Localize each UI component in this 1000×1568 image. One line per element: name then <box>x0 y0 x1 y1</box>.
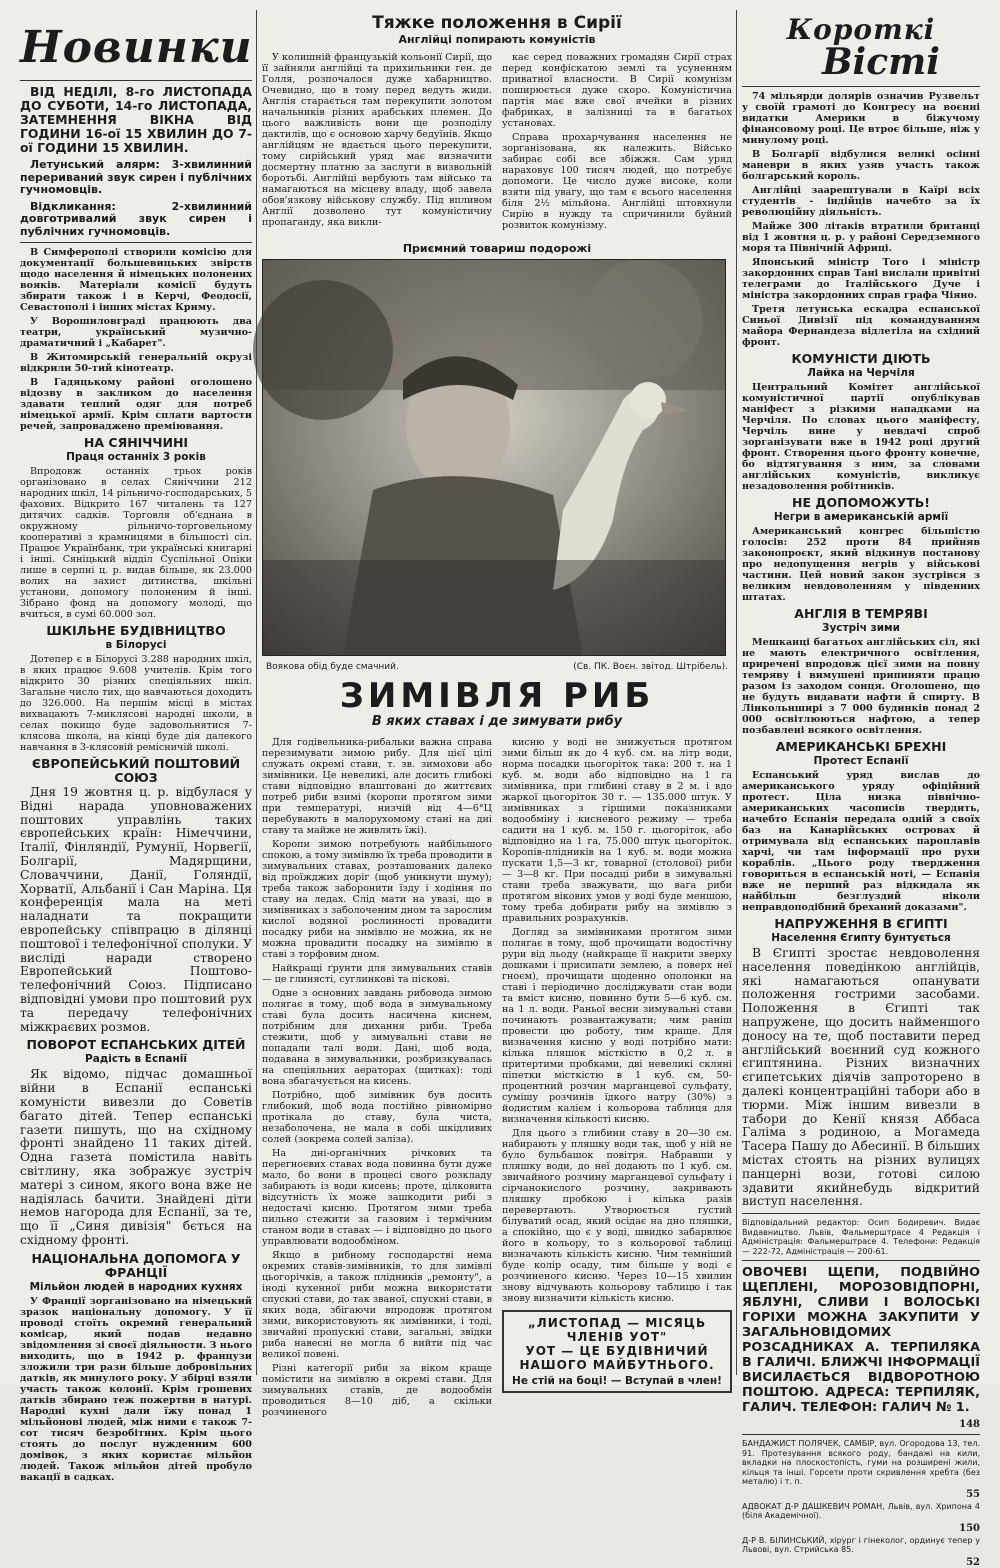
news-item: В Гадяцькому районі оголошено відозву в закликом до населення здавати теплий одяг для потреб німецької армії. Крім сплати вартости речей, запроваджено преміювання. <box>20 377 252 432</box>
article-text: Різні категорії риби за віком краще помістити на зимівлю в окремі стави. Для зимувальних ставів, де водообмін проводиться 8—10 діб, а скільки розчиненого <box>262 1363 492 1418</box>
imprint: Відповідальний редактор: Осип Бодиревич. Видає Видавництво. Львів, Фальмерштрасе 4 Редакція і Адміністрація: Фальмерштрасе 4. Телефони: Редакція — 222-72, Адміністрація — 200-61. <box>742 1218 980 1256</box>
article-text: Центральний Комітет англійської комуністичної партії опублікував маніфест з різкими нападками на Черчіля. По словах цього маніфесту, Черчіль вине у невдачі спроб зорганізувати вже в 1942 році другий фронт. Створення цього фронту конечне, бо відтягування з ним, за словами англійських комуністів, викликує незадоволення робітників. <box>742 382 980 492</box>
subheadline: Лайка на Черчіля <box>807 367 915 379</box>
article-text: кає серед поважних громадян Сирії страх перед конфіскатою землі та усуненням приватної власности. В Сирії комунізм поширюється дуже скоро. Комуністична партія має вже свої ячейки в різних фабриках, в залізниці та в багатьох установах. <box>502 52 732 129</box>
advertisement-dashkevych: АДВОКАТ Д-Р ДАШКЕВИЧ РОМАН, Львів, вул. Хрипона 4 (біля Академічної). <box>742 1501 980 1521</box>
headline: ПОВОРОТ ЕСПАНСЬКИХ ДІТЕЙ <box>26 1037 246 1053</box>
news-item: Англійці заарештували в Каїрі всіх студентів - індійців начебто за їх революційну діяльність. <box>742 185 980 218</box>
promo-line: УОТ — ЦЕ БУДІВНИЧИЙ <box>525 1344 709 1358</box>
news-item: Японський міністр Того і міністр закордонних справ Тані вислали привітні телеграми до Італійського Дуче і міністра закордонних справ графа Чіяно. <box>742 257 980 301</box>
divider <box>742 86 980 87</box>
news-item: В Болгарії відбулися великі осінні маневри в яких узяв участь також болгарський король. <box>742 149 980 182</box>
news-item: Третя летунська ескадра еспанської Синьої Дивізії під командуванням майора Фернандеза відлетіла на східний фронт. <box>742 304 980 348</box>
headline-syria: Тяжке положення в Сирії <box>372 13 622 33</box>
news-item: У Ворошиловграді працюють два театри, український музично-драматичний і „Кабарет". <box>20 316 252 349</box>
article-text: Еспанський уряд вислав до американського уряду офіційний протест. Ціла низка північно-американських часописів твердить, начебто Еспанія передала одній з своїх баз на Канарійських островах й отримувала від еспанських пароплавів харчі, чи там інформації про рухи кораблів. „Цього роду твердження говориться в еспанській ноті, — Еспанія вже не перший раз відкидала як найбільш безглуздий ніколи неправдоподібний бреханий доказами". <box>742 770 980 913</box>
column-rule <box>736 10 737 1375</box>
headline: НА СЯНІЧЧИНІ <box>83 435 189 450</box>
subheadline: Зустріч зими <box>822 622 900 634</box>
article-text: Для цього з глибини ставу в 20—30 см. набирають у пляшку води так, щоб у ній не було бульбашок повітря. Набравши у пляшку води, до неї додають по 1 куб. см. звичайного розчину марганцевої сульфату і сірчанокислого розчину, закривають пляшку пробкою і кілька разів перевертають. Утворюється густий білуватий осад, який осідає на дно пляшки, а спокійно, що є у воді, швидко забарвлює його в кольору, то з кольорової таблиці визначають кількість кисню. Чим темніший буде колір осаду, тим більше у воді є розчиненого кисню. Через 10—15 хвилин знову відчувають кольорову таблицю і так знову визначити кількість кисню. <box>502 1128 732 1304</box>
article-text: Потрібно, щоб зимівник був досить глибокий, щоб вода постійно рівномірно протікала до ставу, була чиста, незаболочена, не мала в собі шкідливих солей (зокрема солей заліза). <box>262 1090 492 1145</box>
article-text: В Єгипті зростає невдоволення населення поведінкою англійців, які намагаються опанувати положення гострими засобами. Положення в Єгипті так напружене, що досить найменшого доносу на те, щоб поставити перед англійський воєнний суд кожного єгиптянина. Різних визначних єгипетських діячів запроторено в далекі концентраційні табори або в тюрми. Між іншим вивезли в табори до Кенії князя Аббаса Галіма з родиною, а Могамеда Тасера Пашу до Абесинії. В більших містах стоять на різних вулицях панцерні вози, готові силою здавити якийнебудь відкритий виступ населення. <box>742 946 980 1209</box>
all-clear-notice: Відкликання: 2-хвилинний довготривалий звук сирен і публічних гучномовців. <box>20 199 252 238</box>
news-item: В Житомирській генеральній окрузі відкрили 50-тий кінотеатр. <box>20 352 252 374</box>
subheadline: В яких ставах і де зимувати рибу <box>371 714 623 729</box>
promo-line: Не стій на боці! — Вступай в член! <box>512 1375 722 1387</box>
article-text: Коропи зимою потребують найбільшого спокою, а тому зимівлю їх треба проводити в зимувальних ставах, розташованих далеко від проїжджих доріг (щоб уникнути шуму); треба також заборонити їзду і ходіння по ставу на ледах. Слід мати на увазі, що в зимівниках з заболоченим дном та зарослим кислої водяної рослинності провадити посадку риби на зимівлю не можна, як не можна провадити посадку на зимівлю в ставі з торфовим дном. <box>262 839 492 960</box>
article-text: У колишній французькій кольонії Сирії, що її зайняли англійці та прихильники ген. де Голля, розпочалося дуже хабарництво. Очевидно, що в тому перед ведуть жиди. Англія старається там перекупити золотом начальників різних арабських племен. До цього важливість вони ще розподілу дактилів, що є основою харчу бедуїнів. Якщо англійцям не вдається цього перекупити, тому сирійський уряд має визначити досмертну платню за заслуги в визвольній боротьбі. Англійці вербують там військо та намагаються на місцеву владу, щоб завела обов'язкову військову службу. Під впливом Англії дозволено тут комуністичну пропаганду, яка викли- <box>262 52 492 228</box>
article-text: Найкращі ґрунти для зимувальних ставів — це глинясті, суглинкові та піскові. <box>262 963 492 985</box>
ad-number: 55 <box>966 1488 980 1500</box>
headline: АМЕРИКАНСЬКІ БРЕХНІ <box>775 739 947 754</box>
article-text: Американський конгрес більшістю голосів: 252 проти 84 прийняв законопроєкт, який відкинув постанову про недопущення негрів у військові частини. Цей новий закон зустрівся з великим невдоволенням у південних штатах. <box>742 526 980 603</box>
advertisement-bilynskyi: Д-Р В. БІЛИНСЬКИЙ, хірург і гінеколог, ординує тепер у Львові, вул. Стрийська 85. <box>742 1535 980 1555</box>
ad-number: 148 <box>959 1419 980 1431</box>
blackout-notice: ВІД НЕДІЛІ, 8-го ЛИСТОПАДА ДО СУБОТИ, 14-го ЛИСТОПАДА, ЗАТЕМНЕННЯ ВІКНА ВІД ГОДИНИ 16-ої 15 ХВИЛИН ДО 7-ої ГОДИНИ 15 ХВИЛИН. <box>20 84 252 155</box>
subheadline: Негри в американській армії <box>773 511 949 523</box>
divider <box>742 1213 980 1214</box>
divider <box>742 1434 980 1435</box>
news-item: 74 мільярди долярів означив Рузвельт у своїй грамоті до Конгресу на воєнні видатки Америки в біжучому фінансовому році. Це втроє більше, ніж у минулому році. <box>742 91 980 146</box>
advertisement-terpyliak: ОВОЧЕВІ ЩЕПИ, ПОДВІЙНО ЩЕПЛЕНІ, МОРОЗОВІДПОРНІ, ЯБЛУНІ, СЛИВИ І ВОЛОСЬКІ ГОРІХИ МОЖНА ЗАКУПИТИ У ЗАГАЛЬНОВІДОМИХ РОЗСАДНИКАХ А. ТЕРПИЛЯКА В ГАЛИЧІ. БЛИЖЧІ ІНФОРМАЦІЇ ВИСИЛАЄТЬСЯ ВІДВОРОТНОЮ ПОШТОЮ. АДРЕСА: ТЕРПИЛЯК, ГАЛИЧ. ТЕЛЕФОН: ГАЛИЧ № 1. <box>742 1265 980 1416</box>
column-rule <box>256 10 257 1375</box>
promo-line: „ЛИСТОПАД — МІСЯЦЬ ЧЛЕНІВ УОТ" <box>527 1316 707 1344</box>
left-column <box>20 12 252 1486</box>
advertisement-polyachek: БАНДАЖИСТ ПОЛЯЧЕК, САМБІР, вул. Огородова 13, тел. 91. Протезування всякого роду, бандажі на кили, вкладки на плоскостопість, гуми на розширені жили, кільця та інші. Горсети проти скривлення хребта (без металю) і т. п. <box>742 1439 980 1487</box>
photo-box <box>262 242 732 672</box>
article-text: На дні-органічних річкових та перегноєвих ставах вода повинна бути дуже мало, бо вони в процесі свого розкладу забирають із води кисень; проте, цілковита відсутність їх може зашкодити рибі з недостачі кисню. Протягом зими треба пильно стежити за газовим і термічним станом води в ставах — і відповідно до цього управлювати водообміном. <box>262 1148 492 1247</box>
subheadline: в Білорусі <box>105 639 167 651</box>
news-item: В Симферополі створили комісію для документації большевицьких звірств щодо населення й німецьких полонених вояків. Матеріали комісії будуть збирати також і в Керчі, Феодосії, Севастополі і інших містах Криму. <box>20 247 252 313</box>
headline: АНГЛІЯ В ТЕМРЯВІ <box>794 606 928 621</box>
article-text: Мешканці багатьох англійських сіл, які не мають електричного освітлення, приречені впродовж цієї зими на повну темряву і вимушені припиняти працю разом із заходом сонця. Оголошено, що не будуть видавати нафти й спирту. В Лінкольнширі з 7 000 будинків понад 2 000 освітлюються нафтою, а тепер позбавлені всякого освітлення. <box>742 637 980 736</box>
headline: НАЦІОНАЛЬНА ДОПОМОГА У ФРАНЦІЇ <box>31 1250 241 1280</box>
masthead-word: Вісті <box>822 41 940 83</box>
soldier-with-goose-photo <box>262 259 726 656</box>
promo-line: НАШОГО МАЙБУТНЬОГО. <box>519 1358 715 1372</box>
headline: ЄВРОПЕЙСЬКИЙ ПОШТОВИЙ СОЮЗ <box>31 756 241 785</box>
subheadline: Протест Еспанії <box>813 755 909 767</box>
headline: ШКІЛЬНЕ БУДІВНИЦТВО <box>46 623 226 638</box>
photo-caption: Воякова обід буде смачний. <box>266 662 399 672</box>
subheadline: Праця останніх 3 років <box>66 451 206 463</box>
ad-number: 150 <box>959 1522 980 1534</box>
uot-promo-box <box>502 1310 732 1393</box>
subheadline: Населення Єгипту бунтується <box>771 932 951 944</box>
air-raid-notice: Летунський алярм: 3-хвилинний перериваний звук сирен і публічних гучномовців. <box>20 158 252 196</box>
article-text: кисню у воді не знижується протягом зими більш як до 4 куб. см. на літр води, норма посадки цьогоріток така: 200 т. на 1 куб. м. води або відповідно на 1 га зимівника, при глибині ставу в 2 м. і вдо жаркої цьогоріток 30 г. — 135.000 штук. У зимівниках з гіршими показниками водообміну і кисневого режиму — треба садити на 1 куб. м. 150 г. цьогоріток, або відповідно на 1 га, 75.000 штук цьогоріток. Коропів-плідників на 1 куб. м. води можна пускати 1,5—3 кг, товарної (столової) риби — 3—8 кг. При посадці риби в зимувальні стави треба зважувати, що вага риби протягом вікових умов у воді буде меншою, тому треба добирати рибу на зимівлю з правильних розрахунків. <box>502 737 732 924</box>
news-item: Майже 300 літаків втратили британці від 1 жовтня ц. р. у районі Середземного моря та Північній Африці. <box>742 221 980 254</box>
article-text: Як відомо, підчас домашньої війни в Еспанії еспанські комуністи вивезли до Советів багато дітей. Тепер еспанські газети пишуть, що на східному фронті знайдено 11 таких дітей. Одна газета помістила навіть світлину, яка зображує зустріч матері з сином, якого вона вже не надіялась бачити. Знайдені діти немов нагорода для Еспанії, за те, що її „Синя дивізія" бється на східному фронті. <box>20 1067 252 1247</box>
article-text: Догляд за зимівниками протягом зими полягає в тому, щоб прочищати водостічну рури від льоду (найкраще її накрити зверху дошками і присипати землею, а поверх неї гноєм), прочищати щоденно ополонки на ставі і періодично досліджувати стан води та вміст кисню, повинно бути 5—6 куб. см. на 1 л. води. Раньої весни зимувальні стави починають розвантажувати; чим раніш провести цю роботу, тим краще. Для визначення кисню у воді потрібно мати: кілька пляшок місткістю в 0,2 л. в притертими пробками, дві невеликі скляні піпетки місткістю в 1 куб. см, 50-процентний розчин марганцевої сульфату, сумішу розчинів їдкого натру (30%) з йодистим калієм і кольорова таблиця для визначення кількості кисню. <box>502 927 732 1125</box>
subheadline: Мільйон людей в народних кухнях <box>29 1280 243 1293</box>
divider <box>20 80 252 81</box>
divider <box>20 242 252 243</box>
article-text: Впродовж останніх трьох років організовано в селах Сяніччини 212 народних шкіл, 14 рільничо-господарських, 5 фахових. Відкрито 167 читалень та 127 дитячих садків. Торговля об'єднана в окружному рільничо-торговельному кооперативі з крамницями в більшості сіл. Працює Українбанк, три українські книгарні і інші. Сяніцький відділ Суспільної Опіки лише в серпні ц. р. видав більше, як 23.000 волих на захист дитинства, шкільні установи, допомогу полоненим й інші. Зібрано фонд на допомогу молоді, що вчиться, в сумі 60.000 зол. <box>20 466 253 620</box>
headline: КОМУНІСТИ ДІЮТЬ <box>791 351 931 366</box>
subheadline: Радість в Еспанії <box>85 1053 187 1066</box>
article-text: Одне з основних завдань рибовода зимою полягає в тому, щоб вода в зимувальному ставі була досить насичена киснем, потрібним для дихання риби. Треба стежити, щоб у зимувальні стави не попадали талі води. Дані, щоб вода, подавана в зимувальники, розбризкувалась на спеціяльних аераторах (щитках): тоді вона збагачується на кисень. <box>262 988 492 1087</box>
photo-credit: (Св. ПК. Воєн. звітод. Штрібель). <box>573 662 728 672</box>
article-text: У Франції зорганізовано на німецький зразок національну допомогу. У її проводі стоїть окремий генеральний комісар, який подав недавно звідомлення зі своєї діяльности. З нього виходить, що в 1942 р. французи зложили три рази більше добровільних датків, як минулого року. У збірці взяли участь також колонії. Крім грошевих датків збирано теж пожертви в натурі. Народні кухні дали їжу понад 1 мільйонові людей, між ними є також 7-сот тисяч безробітних. Крім цього стоять до послуг нужденним 600 домівок, з яких користає мільйон людей. Також мільйон дітей пробуло вакації в садках. <box>20 1295 252 1483</box>
middle-column <box>262 12 732 1421</box>
headline: НАПРУЖЕННЯ В ЄГИПТІ <box>774 916 948 931</box>
ad-number: 52 <box>966 1556 980 1568</box>
divider <box>742 1260 980 1261</box>
headline-fish-wintering: ЗИМІВЛЯ РИБ <box>339 676 655 716</box>
masthead-novynky: Новинки <box>20 22 253 73</box>
headline: НЕ ДОПОМОЖУТЬ! <box>792 495 930 510</box>
subheadline: Англійці попирають комуністів <box>398 33 596 46</box>
masthead-korotki-visti <box>742 13 980 83</box>
photo-title: Приємний товариш подорожі <box>402 242 592 255</box>
masthead-word: Короткі <box>786 13 936 46</box>
article-text: Дотепер є в Білорусі 3.288 народних шкіл, в яких працює 9.608 учителів. Крім того відкрито 30 різних спеціяльних шкіл. Загальне число тих, що навчаються доходить до 326.000. На першім місці в містах вихвацають 7-миклясові народні школи, в селах покищо буде задовольнятися 7-клясова школа, на кінці буде дія далекого навчання в 3-клясовій ремісничій школі. <box>20 654 252 753</box>
article-text: Для годівельника-рибальки важна справа перезимувати зимою рибу. Для цієї цілі служать окремі стави, т. зв. зимохови або зимівники. Це невеликі, але досить глибокі стави відповідно влаштовані до життєвих потреб риби взимі (коропи протягом зими при температурі, низчій від 4—6°Ц перебувають в малорухомому стані на дні ставу та майже не живлять їжі). <box>262 737 492 836</box>
article-text: Справа прохарчування населення не зорганізована, як належить. Військо забирає собі все збіжжя. Сам уряд нараховує 100 тисяч людей, що потребує допомоги. Це число дуже високе, коли взяти під увагу, що там є всього населення біля 2½ мільйона. Англійці штовхнули Сирію в нужду та спричинили буйний розвиток комунізму. <box>502 132 732 231</box>
article-text: Якщо в рибному господарстві нема окремих ставів-зимівників, то для зимівлі цьогорічків, а також плідників „ремонту", а іноді кухенної риби можна використати спускні стави, до так званої, спускні стави, в яких вода, збігаючи впродовж протягом зими, використовують як зимівники, і тоді, звичайні пропускні стави, загальні, звідки риба навесні не могла б вийти під час великої повені. <box>262 1250 492 1360</box>
right-column <box>742 12 980 1568</box>
article-text: Дня 19 жовтня ц. р. відбулася у Відні нарада уповноважених поштових управлінь таких європейських країн: Німеччини, Італії, Фінляндії, Румунії, Норвегії, Болгарії, Мадярщини, Словаччини, Данії, Голяндії, Хорватії, Альбанії і Сан Маріна. Ця конференція мала на меті наладнати та покращити европейську співпрацю в ділянці поштової і телефонічної сполуки. У висліді наради створено Европейський Поштово-телефонічний Союз. Підписано відповідні умови про поштовий рух та передачу телефонічних міжкраєвих розмов. <box>20 785 252 1034</box>
